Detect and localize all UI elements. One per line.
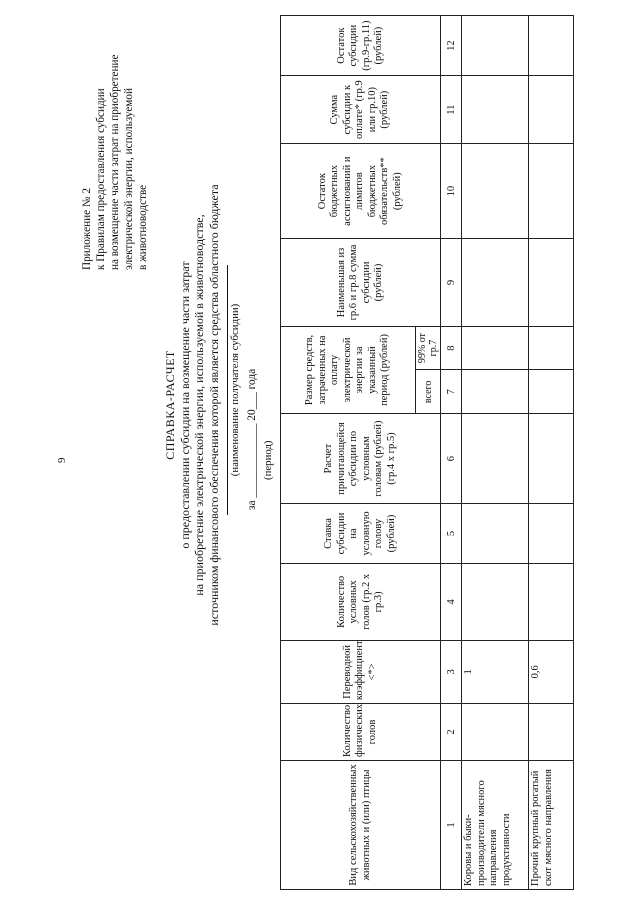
header-conditional-heads: Количество условных голов (гр.2 х гр.3)	[281, 564, 441, 641]
table-row	[462, 16, 529, 890]
cell	[529, 326, 574, 370]
cell	[529, 370, 574, 414]
table-row	[529, 16, 574, 890]
title-line: на приобретение электрической энергии, используемой в животноводстве,	[192, 214, 206, 596]
appendix-line: электрической энергии, используемой	[123, 88, 135, 270]
appendix-note	[80, 0, 150, 270]
cell	[529, 76, 574, 144]
column-number: 5	[441, 503, 462, 563]
cell	[462, 704, 529, 761]
header-subsidy-rate: Ставка субсидии на условную голову (рублей)	[281, 503, 441, 563]
cell	[529, 16, 574, 76]
cell	[462, 16, 529, 76]
title-line: источником финансового обеспечения которой является средства областного бюджета	[206, 184, 221, 626]
cell	[462, 326, 529, 370]
header-subsidy-to-pay: Сумма субсидии к оплате* (гр.9 или гр.10) (рублей)	[281, 76, 441, 144]
column-number: 7	[441, 370, 462, 414]
cell	[462, 503, 529, 563]
cell	[462, 414, 529, 504]
column-number: 3	[441, 640, 462, 703]
cell	[529, 564, 574, 641]
appendix-line: к Правилам предоставления субсидии	[95, 88, 107, 270]
column-number: 4	[441, 564, 462, 641]
page-number: 9	[56, 457, 68, 463]
header-conversion-coef: Переводной коэффициент <*>	[281, 640, 441, 703]
appendix-line: Приложение № 2	[81, 188, 93, 270]
column-number: 6	[441, 414, 462, 504]
cell	[462, 76, 529, 144]
subheader-total: всего	[416, 370, 441, 414]
row-coefficient: 0,6	[529, 640, 574, 703]
header-subsidy-calc: Расчет причитающейся субсидии по условным головам (рублей) (гр.4 х гр.5)	[281, 414, 441, 504]
cell	[462, 564, 529, 641]
cell	[529, 239, 574, 327]
period-line: за _____________ 20___ года	[246, 368, 258, 510]
cell	[529, 503, 574, 563]
subheader-99-percent: 99% от гр.7	[416, 326, 441, 370]
title-line: о предоставлении субсидии на возмещение части затрат	[177, 261, 192, 549]
cell	[529, 414, 574, 504]
column-number: 9	[441, 239, 462, 327]
header-physical-heads: Количество физических голов	[281, 704, 441, 761]
column-number: 2	[441, 704, 462, 761]
appendix-line: в животноводстве	[137, 184, 149, 270]
cell	[462, 370, 529, 414]
period-label: (период)	[262, 440, 274, 480]
cell	[462, 239, 529, 327]
cell	[529, 144, 574, 239]
cell	[462, 144, 529, 239]
column-number: 11	[441, 76, 462, 144]
row-animal-type: Прочий крупный рогатый скот мясного направления	[529, 760, 574, 889]
appendix-line: на возмещение части затрат на приобретение	[109, 54, 121, 270]
calculation-table	[280, 15, 574, 890]
header-electricity-cost: Размер средств, затраченных на оплату электрической энергии за указанный период (рублей)	[281, 326, 416, 414]
column-number: 8	[441, 326, 462, 370]
column-number: 1	[441, 760, 462, 889]
column-number: 12	[441, 16, 462, 76]
header-budget-remainder: Остаток бюджетных ассигнований и лимитов бюджетных обязательств** (рублей)	[281, 144, 441, 239]
header-min-subsidy: Наименьшая из гр.6 и гр.8 сумма субсидии (рублей)	[281, 239, 441, 327]
column-number: 10	[441, 144, 462, 239]
cell	[529, 704, 574, 761]
row-coefficient: 1	[462, 640, 529, 703]
title-line: СПРАВКА-РАСЧЕТ	[163, 350, 177, 460]
header-animal-type: Вид сельскохозяйственных животных и (или) птицы	[281, 760, 441, 889]
header-subsidy-remainder: Остаток субсидии (гр.9-гр.11) (рублей)	[281, 16, 441, 76]
document-title	[163, 5, 221, 805]
recipient-label: (наименование получателя субсидии)	[227, 265, 241, 515]
row-animal-type: Коровы и быки-производители мясного направления продуктивности	[462, 760, 529, 889]
